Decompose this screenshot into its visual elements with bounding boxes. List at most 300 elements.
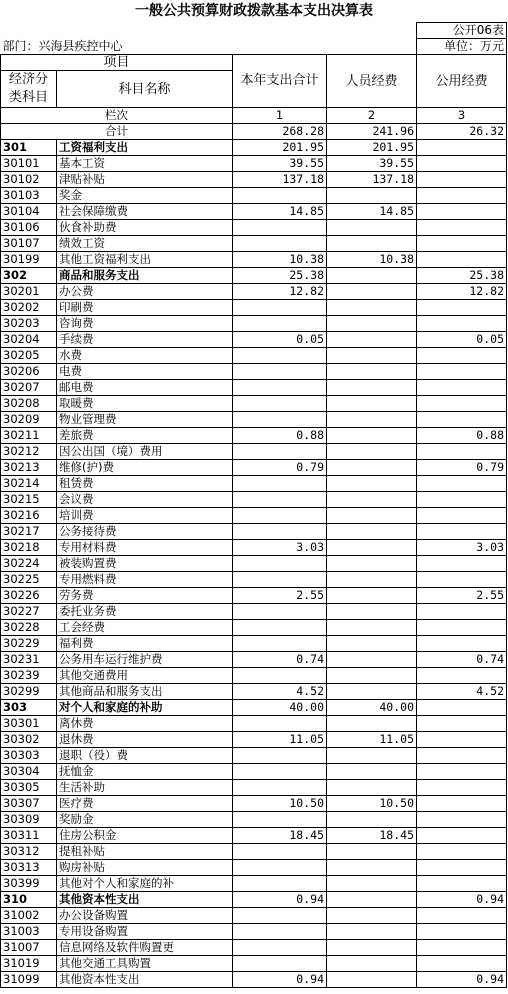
row-code: 30399 bbox=[1, 876, 57, 892]
form-code: 公开06表 bbox=[417, 23, 507, 39]
row-personnel bbox=[327, 300, 417, 316]
row-personnel bbox=[327, 668, 417, 684]
row-subject-name: 奖励金 bbox=[57, 812, 233, 828]
row-total bbox=[233, 908, 327, 924]
row-code: 310 bbox=[1, 892, 57, 908]
row-subject-name: 提租补贴 bbox=[57, 844, 233, 860]
row-public bbox=[417, 908, 507, 924]
row-personnel bbox=[327, 620, 417, 636]
table-row bbox=[1, 684, 507, 700]
row-code: 30209 bbox=[1, 412, 57, 428]
row-subject-name: 福利费 bbox=[57, 636, 233, 652]
row-total bbox=[233, 620, 327, 636]
row-code: 31003 bbox=[1, 924, 57, 940]
row-total bbox=[233, 556, 327, 572]
row-subject-name: 工资福利支出 bbox=[57, 140, 233, 156]
row-personnel bbox=[327, 748, 417, 764]
row-code: 30216 bbox=[1, 508, 57, 524]
row-code: 30229 bbox=[1, 636, 57, 652]
row-code: 30311 bbox=[1, 828, 57, 844]
row-public: 0.79 bbox=[417, 460, 507, 476]
row-total bbox=[233, 604, 327, 620]
table-row bbox=[1, 492, 507, 508]
row-code: 31019 bbox=[1, 956, 57, 972]
table-row bbox=[1, 604, 507, 620]
row-public bbox=[417, 716, 507, 732]
table-row bbox=[1, 796, 507, 812]
row-subject-name: 培训费 bbox=[57, 508, 233, 524]
row-subject-name: 被装购置费 bbox=[57, 556, 233, 572]
table-row bbox=[1, 188, 507, 204]
row-code: 30102 bbox=[1, 172, 57, 188]
row-personnel bbox=[327, 860, 417, 876]
row-code: 30104 bbox=[1, 204, 57, 220]
row-subject-name: 信息网络及软件购置更 bbox=[57, 940, 233, 956]
row-code: 30227 bbox=[1, 604, 57, 620]
row-personnel bbox=[327, 364, 417, 380]
table-row bbox=[1, 636, 507, 652]
table-row bbox=[1, 668, 507, 684]
row-personnel bbox=[327, 380, 417, 396]
row-subject-name: 抚恤金 bbox=[57, 764, 233, 780]
row-personnel bbox=[327, 812, 417, 828]
row-personnel: 10.50 bbox=[327, 796, 417, 812]
row-subject-name: 其他交通费用 bbox=[57, 668, 233, 684]
row-personnel: 18.45 bbox=[327, 828, 417, 844]
row-personnel bbox=[327, 524, 417, 540]
row-public bbox=[417, 636, 507, 652]
table-row bbox=[1, 332, 507, 348]
row-public: 4.52 bbox=[417, 684, 507, 700]
row-public bbox=[417, 156, 507, 172]
row-code: 303 bbox=[1, 700, 57, 716]
row-subject-name: 其他资本性支出 bbox=[57, 972, 233, 988]
grand-total-personnel: 241.96 bbox=[327, 124, 417, 140]
row-total bbox=[233, 572, 327, 588]
row-personnel bbox=[327, 940, 417, 956]
row-public bbox=[417, 300, 507, 316]
table-row bbox=[1, 876, 507, 892]
row-public bbox=[417, 252, 507, 268]
row-subject-name: 取暖费 bbox=[57, 396, 233, 412]
row-code: 30309 bbox=[1, 812, 57, 828]
row-total: 0.94 bbox=[233, 972, 327, 988]
row-public: 0.94 bbox=[417, 972, 507, 988]
row-public bbox=[417, 876, 507, 892]
row-subject-name: 办公费 bbox=[57, 284, 233, 300]
table-row bbox=[1, 284, 507, 300]
row-code: 30201 bbox=[1, 284, 57, 300]
row-subject-name: 基本工资 bbox=[57, 156, 233, 172]
row-code: 30228 bbox=[1, 620, 57, 636]
row-personnel bbox=[327, 444, 417, 460]
row-subject-name: 对个人和家庭的补助 bbox=[57, 700, 233, 716]
row-code: 30301 bbox=[1, 716, 57, 732]
public-header: 公用经费 bbox=[417, 55, 507, 108]
table-row bbox=[1, 556, 507, 572]
row-code: 30204 bbox=[1, 332, 57, 348]
row-total bbox=[233, 364, 327, 380]
row-code: 30303 bbox=[1, 748, 57, 764]
table-row bbox=[1, 956, 507, 972]
row-total: 12.82 bbox=[233, 284, 327, 300]
row-personnel bbox=[327, 396, 417, 412]
row-public bbox=[417, 380, 507, 396]
row-subject-name: 维修(护)费 bbox=[57, 460, 233, 476]
row-public bbox=[417, 828, 507, 844]
row-subject-name: 奖金 bbox=[57, 188, 233, 204]
row-public bbox=[417, 732, 507, 748]
table-row bbox=[1, 460, 507, 476]
row-code: 30207 bbox=[1, 380, 57, 396]
table-row bbox=[1, 396, 507, 412]
row-personnel bbox=[327, 716, 417, 732]
row-public bbox=[417, 700, 507, 716]
table-row bbox=[1, 300, 507, 316]
table-row bbox=[1, 732, 507, 748]
row-code: 30215 bbox=[1, 492, 57, 508]
row-public bbox=[417, 236, 507, 252]
table-row bbox=[1, 380, 507, 396]
row-subject-name: 劳务费 bbox=[57, 588, 233, 604]
table-row bbox=[1, 572, 507, 588]
row-code: 30103 bbox=[1, 188, 57, 204]
row-total bbox=[233, 236, 327, 252]
row-total bbox=[233, 492, 327, 508]
row-subject-name: 购房补贴 bbox=[57, 860, 233, 876]
row-subject-name: 商品和服务支出 bbox=[57, 268, 233, 284]
row-personnel bbox=[327, 780, 417, 796]
expenditure-table bbox=[0, 22, 507, 988]
row-public bbox=[417, 316, 507, 332]
row-code: 30214 bbox=[1, 476, 57, 492]
table-row bbox=[1, 268, 507, 284]
table-row bbox=[1, 172, 507, 188]
row-subject-name: 公务用车运行维护费 bbox=[57, 652, 233, 668]
row-total: 2.55 bbox=[233, 588, 327, 604]
row-code: 30203 bbox=[1, 316, 57, 332]
row-total bbox=[233, 748, 327, 764]
row-public bbox=[417, 556, 507, 572]
row-total: 10.50 bbox=[233, 796, 327, 812]
table-row bbox=[1, 844, 507, 860]
row-subject-name: 公务接待费 bbox=[57, 524, 233, 540]
row-personnel bbox=[327, 476, 417, 492]
row-total bbox=[233, 812, 327, 828]
row-public bbox=[417, 204, 507, 220]
table-row bbox=[1, 540, 507, 556]
row-subject-name: 其他工资福利支出 bbox=[57, 252, 233, 268]
table-row bbox=[1, 204, 507, 220]
row-public bbox=[417, 748, 507, 764]
row-total bbox=[233, 860, 327, 876]
table-row bbox=[1, 588, 507, 604]
table-row bbox=[1, 220, 507, 236]
row-public bbox=[417, 812, 507, 828]
row-total bbox=[233, 316, 327, 332]
table-row bbox=[1, 700, 507, 716]
row-public bbox=[417, 508, 507, 524]
row-public bbox=[417, 172, 507, 188]
grand-total-public: 26.32 bbox=[417, 124, 507, 140]
row-personnel bbox=[327, 908, 417, 924]
col-index-label: 栏次 bbox=[1, 108, 233, 124]
table-row bbox=[1, 652, 507, 668]
item-header: 项目 bbox=[1, 55, 233, 71]
row-total bbox=[233, 636, 327, 652]
col-index-1: 1 bbox=[233, 108, 327, 124]
grand-total-label: 合计 bbox=[1, 124, 233, 140]
row-subject-name: 水费 bbox=[57, 348, 233, 364]
row-total bbox=[233, 956, 327, 972]
table-row bbox=[1, 508, 507, 524]
row-public bbox=[417, 140, 507, 156]
row-public bbox=[417, 620, 507, 636]
row-public bbox=[417, 572, 507, 588]
row-subject-name: 电费 bbox=[57, 364, 233, 380]
row-code: 30239 bbox=[1, 668, 57, 684]
row-personnel bbox=[327, 316, 417, 332]
row-subject-name: 印刷费 bbox=[57, 300, 233, 316]
row-personnel bbox=[327, 652, 417, 668]
row-subject-name: 因公出国（境）费用 bbox=[57, 444, 233, 460]
row-personnel bbox=[327, 332, 417, 348]
row-code: 30205 bbox=[1, 348, 57, 364]
col-index-2: 2 bbox=[327, 108, 417, 124]
row-total: 4.52 bbox=[233, 684, 327, 700]
row-total bbox=[233, 508, 327, 524]
row-subject-name: 其他商品和服务支出 bbox=[57, 684, 233, 700]
row-public bbox=[417, 444, 507, 460]
row-subject-name: 退职（役）费 bbox=[57, 748, 233, 764]
table-row bbox=[1, 316, 507, 332]
row-personnel bbox=[327, 284, 417, 300]
row-subject-name: 住房公积金 bbox=[57, 828, 233, 844]
table-row bbox=[1, 828, 507, 844]
row-personnel bbox=[327, 412, 417, 428]
table-row bbox=[1, 428, 507, 444]
row-public bbox=[417, 780, 507, 796]
table-row bbox=[1, 444, 507, 460]
row-public bbox=[417, 476, 507, 492]
row-total: 10.38 bbox=[233, 252, 327, 268]
table-row bbox=[1, 972, 507, 988]
row-total bbox=[233, 924, 327, 940]
row-subject-name: 工会经费 bbox=[57, 620, 233, 636]
row-total: 0.94 bbox=[233, 892, 327, 908]
row-total bbox=[233, 444, 327, 460]
row-code: 30106 bbox=[1, 220, 57, 236]
row-code: 302 bbox=[1, 268, 57, 284]
row-public bbox=[417, 764, 507, 780]
row-personnel bbox=[327, 972, 417, 988]
table-row bbox=[1, 812, 507, 828]
row-total bbox=[233, 396, 327, 412]
row-personnel: 14.85 bbox=[327, 204, 417, 220]
row-code: 30213 bbox=[1, 460, 57, 476]
row-public bbox=[417, 796, 507, 812]
row-subject-name: 生活补助 bbox=[57, 780, 233, 796]
row-subject-name: 绩效工资 bbox=[57, 236, 233, 252]
row-code: 30199 bbox=[1, 252, 57, 268]
row-subject-name: 办公设备购置 bbox=[57, 908, 233, 924]
row-public bbox=[417, 412, 507, 428]
row-total: 0.88 bbox=[233, 428, 327, 444]
row-code: 30218 bbox=[1, 540, 57, 556]
row-personnel bbox=[327, 876, 417, 892]
row-personnel bbox=[327, 572, 417, 588]
row-personnel: 10.38 bbox=[327, 252, 417, 268]
personnel-header: 人员经费 bbox=[327, 55, 417, 108]
row-subject-name: 伙食补助费 bbox=[57, 220, 233, 236]
row-personnel bbox=[327, 556, 417, 572]
row-subject-name: 会议费 bbox=[57, 492, 233, 508]
row-total bbox=[233, 940, 327, 956]
row-subject-name: 退休费 bbox=[57, 732, 233, 748]
row-code: 30312 bbox=[1, 844, 57, 860]
row-personnel bbox=[327, 844, 417, 860]
table-row bbox=[1, 748, 507, 764]
row-code: 30206 bbox=[1, 364, 57, 380]
row-public: 0.88 bbox=[417, 428, 507, 444]
unit-label: 单位：万元 bbox=[417, 39, 507, 55]
row-subject-name: 差旅费 bbox=[57, 428, 233, 444]
row-code: 30307 bbox=[1, 796, 57, 812]
row-total: 0.05 bbox=[233, 332, 327, 348]
row-personnel bbox=[327, 956, 417, 972]
row-public bbox=[417, 188, 507, 204]
row-public bbox=[417, 844, 507, 860]
row-total bbox=[233, 348, 327, 364]
row-personnel bbox=[327, 188, 417, 204]
row-subject-name: 专用材料费 bbox=[57, 540, 233, 556]
table-row bbox=[1, 348, 507, 364]
row-total bbox=[233, 668, 327, 684]
row-code: 30217 bbox=[1, 524, 57, 540]
row-total: 0.74 bbox=[233, 652, 327, 668]
row-subject-name: 医疗费 bbox=[57, 796, 233, 812]
row-personnel: 39.55 bbox=[327, 156, 417, 172]
table-row bbox=[1, 252, 507, 268]
row-public bbox=[417, 348, 507, 364]
row-public bbox=[417, 364, 507, 380]
row-personnel bbox=[327, 460, 417, 476]
row-total: 39.55 bbox=[233, 156, 327, 172]
table-row bbox=[1, 236, 507, 252]
table-row bbox=[1, 780, 507, 796]
row-code: 30305 bbox=[1, 780, 57, 796]
row-subject-name: 其他对个人和家庭的补 bbox=[57, 876, 233, 892]
row-public bbox=[417, 524, 507, 540]
table-row bbox=[1, 620, 507, 636]
row-personnel bbox=[327, 764, 417, 780]
row-personnel: 201.95 bbox=[327, 140, 417, 156]
row-code: 30304 bbox=[1, 764, 57, 780]
econ-class-header: 经济分类科目 bbox=[1, 71, 57, 108]
row-public: 3.03 bbox=[417, 540, 507, 556]
row-personnel bbox=[327, 236, 417, 252]
row-code: 30302 bbox=[1, 732, 57, 748]
row-total: 14.85 bbox=[233, 204, 327, 220]
table-row bbox=[1, 364, 507, 380]
table-row bbox=[1, 716, 507, 732]
row-code: 30299 bbox=[1, 684, 57, 700]
row-total bbox=[233, 876, 327, 892]
row-personnel bbox=[327, 892, 417, 908]
department-label: 部门：兴海县疾控中心 bbox=[2, 38, 123, 53]
row-total: 3.03 bbox=[233, 540, 327, 556]
row-public: 0.74 bbox=[417, 652, 507, 668]
row-personnel: 137.18 bbox=[327, 172, 417, 188]
row-personnel: 40.00 bbox=[327, 700, 417, 716]
row-public bbox=[417, 940, 507, 956]
row-subject-name: 其他资本性支出 bbox=[57, 892, 233, 908]
row-code: 30231 bbox=[1, 652, 57, 668]
row-personnel bbox=[327, 588, 417, 604]
row-code: 31007 bbox=[1, 940, 57, 956]
row-total bbox=[233, 780, 327, 796]
row-total bbox=[233, 844, 327, 860]
table-row bbox=[1, 412, 507, 428]
table-row bbox=[1, 764, 507, 780]
table-row bbox=[1, 476, 507, 492]
grand-total-total: 268.28 bbox=[233, 124, 327, 140]
row-total: 11.05 bbox=[233, 732, 327, 748]
row-total: 18.45 bbox=[233, 828, 327, 844]
row-public bbox=[417, 492, 507, 508]
table-row bbox=[1, 892, 507, 908]
row-total bbox=[233, 764, 327, 780]
row-subject-name: 离休费 bbox=[57, 716, 233, 732]
row-public bbox=[417, 956, 507, 972]
row-public bbox=[417, 668, 507, 684]
row-total: 137.18 bbox=[233, 172, 327, 188]
row-personnel: 11.05 bbox=[327, 732, 417, 748]
row-subject-name: 咨询费 bbox=[57, 316, 233, 332]
row-subject-name: 专用设备购置 bbox=[57, 924, 233, 940]
row-public: 0.94 bbox=[417, 892, 507, 908]
row-personnel bbox=[327, 220, 417, 236]
row-total bbox=[233, 300, 327, 316]
row-total bbox=[233, 188, 327, 204]
row-total bbox=[233, 716, 327, 732]
row-code: 30226 bbox=[1, 588, 57, 604]
row-code: 30225 bbox=[1, 572, 57, 588]
row-subject-name: 租赁费 bbox=[57, 476, 233, 492]
table-row bbox=[1, 860, 507, 876]
row-code: 301 bbox=[1, 140, 57, 156]
row-code: 31099 bbox=[1, 972, 57, 988]
row-code: 30224 bbox=[1, 556, 57, 572]
row-code: 30107 bbox=[1, 236, 57, 252]
row-total bbox=[233, 476, 327, 492]
row-subject-name: 邮电费 bbox=[57, 380, 233, 396]
table-row bbox=[1, 908, 507, 924]
row-public: 25.38 bbox=[417, 268, 507, 284]
row-personnel bbox=[327, 924, 417, 940]
row-total bbox=[233, 220, 327, 236]
row-code: 31002 bbox=[1, 908, 57, 924]
row-code: 30212 bbox=[1, 444, 57, 460]
row-public bbox=[417, 220, 507, 236]
row-personnel bbox=[327, 268, 417, 284]
row-public bbox=[417, 604, 507, 620]
row-personnel bbox=[327, 428, 417, 444]
row-code: 30208 bbox=[1, 396, 57, 412]
row-subject-name: 社会保障缴费 bbox=[57, 204, 233, 220]
table-row bbox=[1, 156, 507, 172]
row-total bbox=[233, 380, 327, 396]
